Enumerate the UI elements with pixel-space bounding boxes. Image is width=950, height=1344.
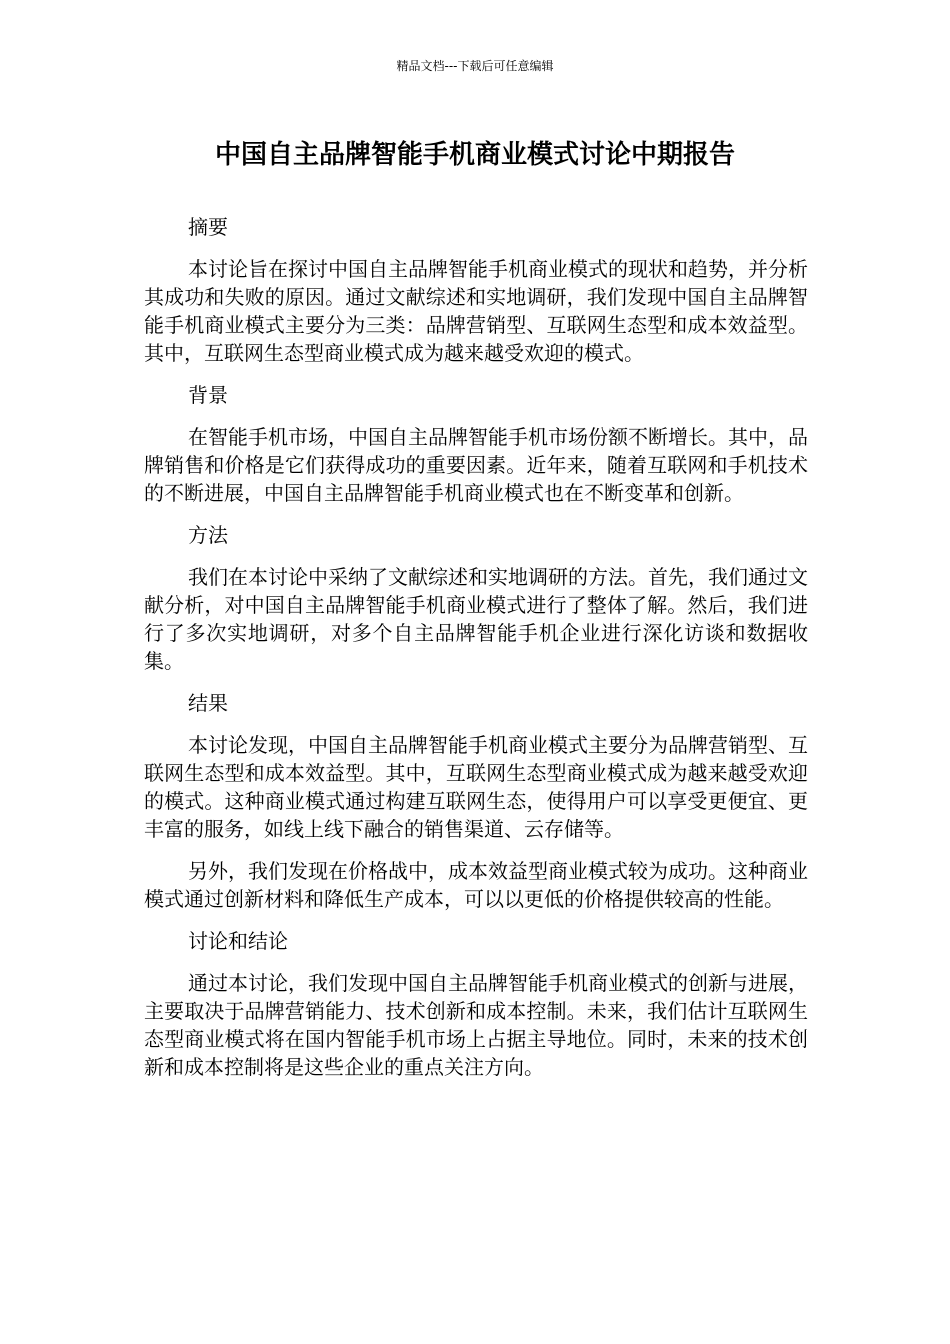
section-methods bbox=[144, 521, 808, 675]
paragraph: 在智能手机市场，中国自主品牌智能手机市场份额不断增长。其中，品牌销售和价格是它们获得成功的重要因素。近年来，随着互联网和手机技术的不断进展，中国自主品牌智能手机商业模式也在不断变革和创新。 bbox=[144, 425, 808, 505]
paragraph: 本讨论旨在探讨中国自主品牌智能手机商业模式的现状和趋势，并分析其成功和失败的原因。通过文献综述和实地调研，我们发现中国自主品牌智能手机商业模式主要分为三类：品牌营销型、互联网生态型和成本效益型。其中，互联网生态型商业模式成为越来越受欢迎的模式。 bbox=[144, 257, 808, 365]
header-note: 精品文档---下载后可任意编辑 bbox=[396, 59, 554, 73]
section-heading: 摘要 bbox=[188, 215, 228, 239]
paragraph: 我们在本讨论中采纳了文献综述和实地调研的方法。首先，我们通过文献分析，对中国自主品牌智能手机商业模式进行了整体了解。然后，我们进行了多次实地调研，对多个自主品牌智能手机企业进行深化访谈和数据收集。 bbox=[144, 565, 808, 673]
paragraph: 通过本讨论，我们发现中国自主品牌智能手机商业模式的创新与进展，主要取决于品牌营销能力、技术创新和成本控制。未来，我们估计互联网生态型商业模式将在国内智能手机市场上占据主导地位。同时，未来的技术创新和成本控制将是这些企业的重点关注方向。 bbox=[144, 971, 808, 1079]
paragraph: 本讨论发现，中国自主品牌智能手机商业模式主要分为品牌营销型、互联网生态型和成本效益型。其中，互联网生态型商业模式成为越来越受欢迎的模式。这种商业模式通过构建互联网生态，使得用户可以享受更便宜、更丰富的服务，如线上线下融合的销售渠道、云存储等。 bbox=[144, 733, 808, 841]
section-results bbox=[144, 689, 808, 913]
paragraph: 另外，我们发现在价格战中，成本效益型商业模式较为成功。这种商业模式通过创新材料和降低生产成本，可以以更低的价格提供较高的性能。 bbox=[144, 859, 808, 911]
section-discussion-conclusion bbox=[144, 927, 808, 1081]
section-heading: 方法 bbox=[188, 523, 228, 547]
section-heading: 结果 bbox=[188, 691, 228, 715]
document-title: 中国自主品牌智能手机商业模式讨论中期报告 bbox=[214, 140, 735, 170]
section-heading: 背景 bbox=[188, 383, 228, 407]
section-background bbox=[144, 381, 808, 507]
section-heading: 讨论和结论 bbox=[188, 929, 288, 953]
document-body bbox=[144, 213, 808, 1095]
section-abstract bbox=[144, 213, 808, 367]
